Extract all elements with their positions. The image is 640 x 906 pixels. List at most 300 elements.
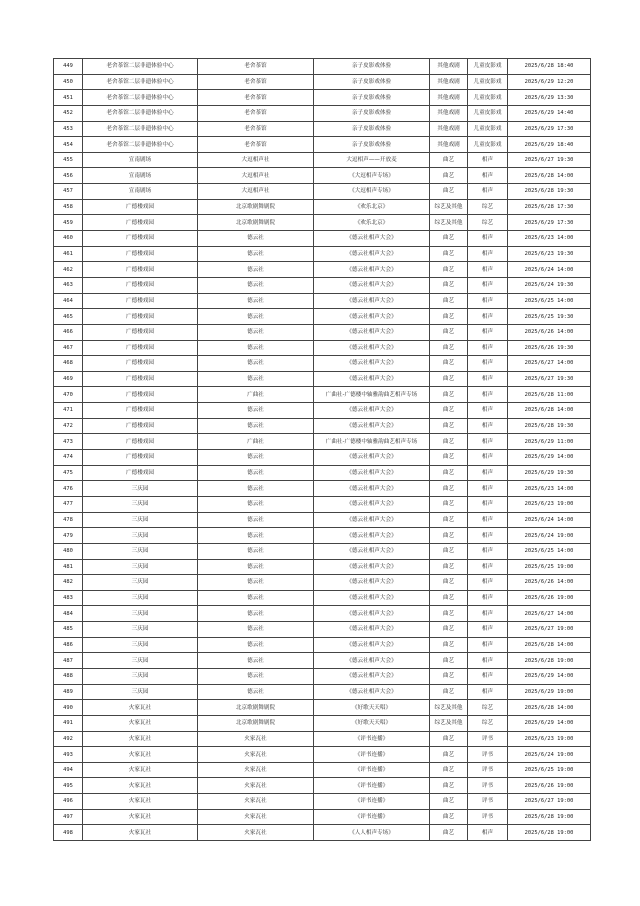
- program-cell: 广曲社-广德楼中轴雅韵曲艺相声专场: [314, 387, 430, 403]
- venue-cell: 三庆园: [83, 481, 198, 497]
- datetime-cell: 2025/6/29 14:40: [508, 105, 591, 121]
- program-cell: 大逗相声——开放麦: [314, 152, 430, 168]
- datetime-cell: 2025/6/29 18:40: [508, 137, 591, 153]
- troupe-cell: 老舍茶馆: [198, 105, 314, 121]
- table-row: [54, 277, 591, 293]
- venue-cell: 广德楼戏园: [83, 340, 198, 356]
- table-row: [54, 778, 591, 794]
- venue-cell: 宣南剧场: [83, 184, 198, 200]
- program-cell: 《德云社相声大会》: [314, 590, 430, 606]
- table-row: [54, 199, 591, 215]
- program-cell: 《德云社相声大会》: [314, 231, 430, 247]
- category-cell: 其他戏剧: [430, 105, 468, 121]
- genre-cell: 相声: [468, 340, 508, 356]
- program-cell: 《大逗相声专场》: [314, 184, 430, 200]
- datetime-cell: 2025/6/29 11:00: [508, 434, 591, 450]
- row-number: 471: [54, 403, 83, 419]
- category-cell: 其他戏剧: [430, 121, 468, 137]
- datetime-cell: 2025/6/24 14:00: [508, 262, 591, 278]
- program-cell: 亲子皮影戏体验: [314, 121, 430, 137]
- venue-cell: 广德楼戏园: [83, 324, 198, 340]
- category-cell: 曲艺: [430, 762, 468, 778]
- row-number: 492: [54, 731, 83, 747]
- venue-cell: 三庆园: [83, 622, 198, 638]
- troupe-cell: 德云社: [198, 418, 314, 434]
- genre-cell: 综艺: [468, 215, 508, 231]
- datetime-cell: 2025/6/23 14:00: [508, 231, 591, 247]
- table-row: [54, 450, 591, 466]
- row-number: 459: [54, 215, 83, 231]
- troupe-cell: 德云社: [198, 371, 314, 387]
- category-cell: 曲艺: [430, 575, 468, 591]
- venue-cell: 广德楼戏园: [83, 450, 198, 466]
- row-number: 497: [54, 809, 83, 825]
- row-number: 474: [54, 450, 83, 466]
- row-number: 485: [54, 622, 83, 638]
- category-cell: 综艺及其他: [430, 215, 468, 231]
- table-row: [54, 74, 591, 90]
- genre-cell: 综艺: [468, 715, 508, 731]
- row-number: 490: [54, 700, 83, 716]
- genre-cell: 相声: [468, 262, 508, 278]
- category-cell: 曲艺: [430, 403, 468, 419]
- table-body: [54, 59, 591, 841]
- row-number: 455: [54, 152, 83, 168]
- row-number: 473: [54, 434, 83, 450]
- category-cell: 综艺及其他: [430, 199, 468, 215]
- row-number: 486: [54, 637, 83, 653]
- datetime-cell: 2025/6/26 14:00: [508, 575, 591, 591]
- table-row: [54, 559, 591, 575]
- venue-cell: 老舍茶馆二层非遗体验中心: [83, 137, 198, 153]
- category-cell: 曲艺: [430, 387, 468, 403]
- category-cell: 曲艺: [430, 356, 468, 372]
- program-cell: 《德云社相声大会》: [314, 371, 430, 387]
- program-cell: 亲子皮影戏体验: [314, 59, 430, 75]
- row-number: 464: [54, 293, 83, 309]
- program-cell: 《评书连播》: [314, 778, 430, 794]
- program-cell: 《德云社相声大会》: [314, 668, 430, 684]
- troupe-cell: 德云社: [198, 575, 314, 591]
- row-number: 496: [54, 794, 83, 810]
- category-cell: 曲艺: [430, 324, 468, 340]
- program-cell: 亲子皮影戏体验: [314, 105, 430, 121]
- genre-cell: 相声: [468, 168, 508, 184]
- genre-cell: 相声: [468, 512, 508, 528]
- row-number: 476: [54, 481, 83, 497]
- row-number: 470: [54, 387, 83, 403]
- table-row: [54, 762, 591, 778]
- datetime-cell: 2025/6/25 19:00: [508, 559, 591, 575]
- row-number: 450: [54, 74, 83, 90]
- troupe-cell: 德云社: [198, 324, 314, 340]
- troupe-cell: 德云社: [198, 309, 314, 325]
- category-cell: 曲艺: [430, 246, 468, 262]
- category-cell: 曲艺: [430, 293, 468, 309]
- program-cell: 《德云社相声大会》: [314, 450, 430, 466]
- troupe-cell: 老舍茶馆: [198, 121, 314, 137]
- venue-cell: 广德楼戏园: [83, 262, 198, 278]
- row-number: 482: [54, 575, 83, 591]
- troupe-cell: 老舍茶馆: [198, 59, 314, 75]
- troupe-cell: 德云社: [198, 340, 314, 356]
- datetime-cell: 2025/6/27 19:30: [508, 371, 591, 387]
- category-cell: 曲艺: [430, 653, 468, 669]
- row-number: 483: [54, 590, 83, 606]
- venue-cell: 三庆园: [83, 606, 198, 622]
- program-cell: 《德云社相声大会》: [314, 496, 430, 512]
- table-row: [54, 324, 591, 340]
- genre-cell: 相声: [468, 356, 508, 372]
- venue-cell: 老舍茶馆二层非遗体验中心: [83, 90, 198, 106]
- program-cell: 《德云社相声大会》: [314, 684, 430, 700]
- table-row: [54, 684, 591, 700]
- venue-cell: 三庆园: [83, 653, 198, 669]
- troupe-cell: 德云社: [198, 277, 314, 293]
- row-number: 453: [54, 121, 83, 137]
- category-cell: 曲艺: [430, 684, 468, 700]
- program-cell: 《人人相声专场》: [314, 825, 430, 841]
- table-row: [54, 590, 591, 606]
- troupe-cell: 德云社: [198, 653, 314, 669]
- venue-cell: 老舍茶馆二层非遗体验中心: [83, 59, 198, 75]
- venue-cell: 火家瓦社: [83, 778, 198, 794]
- table-row: [54, 575, 591, 591]
- venue-cell: 火家瓦社: [83, 794, 198, 810]
- genre-cell: 相声: [468, 152, 508, 168]
- table-row: [54, 825, 591, 841]
- category-cell: 曲艺: [430, 371, 468, 387]
- genre-cell: 相声: [468, 403, 508, 419]
- genre-cell: 相声: [468, 668, 508, 684]
- troupe-cell: 德云社: [198, 481, 314, 497]
- table-row: [54, 465, 591, 481]
- datetime-cell: 2025/6/28 19:00: [508, 825, 591, 841]
- venue-cell: 三庆园: [83, 543, 198, 559]
- program-cell: 《德云社相声大会》: [314, 246, 430, 262]
- genre-cell: 相声: [468, 653, 508, 669]
- venue-cell: 广德楼戏园: [83, 199, 198, 215]
- genre-cell: 相声: [468, 684, 508, 700]
- row-number: 458: [54, 199, 83, 215]
- category-cell: 曲艺: [430, 559, 468, 575]
- table-row: [54, 700, 591, 716]
- venue-cell: 老舍茶馆二层非遗体验中心: [83, 121, 198, 137]
- datetime-cell: 2025/6/29 12:20: [508, 74, 591, 90]
- genre-cell: 相声: [468, 622, 508, 638]
- troupe-cell: 德云社: [198, 246, 314, 262]
- category-cell: 曲艺: [430, 528, 468, 544]
- datetime-cell: 2025/6/24 14:00: [508, 512, 591, 528]
- venue-cell: 广德楼戏园: [83, 418, 198, 434]
- troupe-cell: 老舍茶馆: [198, 90, 314, 106]
- venue-cell: 广德楼戏园: [83, 246, 198, 262]
- table-row: [54, 293, 591, 309]
- genre-cell: 评书: [468, 778, 508, 794]
- datetime-cell: 2025/6/25 14:00: [508, 293, 591, 309]
- troupe-cell: 德云社: [198, 356, 314, 372]
- program-cell: 《德云社相声大会》: [314, 512, 430, 528]
- row-number: 460: [54, 231, 83, 247]
- troupe-cell: 火家瓦社: [198, 762, 314, 778]
- row-number: 493: [54, 747, 83, 763]
- datetime-cell: 2025/6/24 19:30: [508, 277, 591, 293]
- venue-cell: 广德楼戏园: [83, 434, 198, 450]
- troupe-cell: 德云社: [198, 512, 314, 528]
- row-number: 481: [54, 559, 83, 575]
- table-row: [54, 152, 591, 168]
- program-cell: 《德云社相声大会》: [314, 575, 430, 591]
- table-row: [54, 105, 591, 121]
- genre-cell: 相声: [468, 231, 508, 247]
- troupe-cell: 德云社: [198, 590, 314, 606]
- troupe-cell: 火家瓦社: [198, 731, 314, 747]
- table-row: [54, 246, 591, 262]
- troupe-cell: 德云社: [198, 684, 314, 700]
- row-number: 489: [54, 684, 83, 700]
- program-cell: 《德云社相声大会》: [314, 340, 430, 356]
- program-cell: 《评书连播》: [314, 747, 430, 763]
- category-cell: 曲艺: [430, 778, 468, 794]
- troupe-cell: 德云社: [198, 496, 314, 512]
- category-cell: 综艺及其他: [430, 715, 468, 731]
- row-number: 479: [54, 528, 83, 544]
- genre-cell: 相声: [468, 496, 508, 512]
- venue-cell: 广德楼戏园: [83, 309, 198, 325]
- row-number: 487: [54, 653, 83, 669]
- program-cell: 《德云社相声大会》: [314, 356, 430, 372]
- genre-cell: 儿童皮影戏: [468, 74, 508, 90]
- datetime-cell: 2025/6/29 19:00: [508, 684, 591, 700]
- venue-cell: 火家瓦社: [83, 747, 198, 763]
- troupe-cell: 德云社: [198, 403, 314, 419]
- troupe-cell: 北京歌剧舞剧院: [198, 199, 314, 215]
- genre-cell: 儿童皮影戏: [468, 59, 508, 75]
- datetime-cell: 2025/6/27 19:00: [508, 622, 591, 638]
- category-cell: 曲艺: [430, 465, 468, 481]
- venue-cell: 三庆园: [83, 684, 198, 700]
- row-number: 467: [54, 340, 83, 356]
- table-row: [54, 356, 591, 372]
- category-cell: 曲艺: [430, 418, 468, 434]
- troupe-cell: 德云社: [198, 262, 314, 278]
- troupe-cell: 德云社: [198, 231, 314, 247]
- genre-cell: 评书: [468, 794, 508, 810]
- program-cell: 亲子皮影戏体验: [314, 74, 430, 90]
- genre-cell: 儿童皮影戏: [468, 121, 508, 137]
- performance-schedule-table: [53, 58, 591, 841]
- genre-cell: 相声: [468, 559, 508, 575]
- datetime-cell: 2025/6/28 19:30: [508, 418, 591, 434]
- troupe-cell: 德云社: [198, 465, 314, 481]
- category-cell: 曲艺: [430, 184, 468, 200]
- genre-cell: 相声: [468, 387, 508, 403]
- category-cell: 曲艺: [430, 481, 468, 497]
- table-row: [54, 387, 591, 403]
- table-row: [54, 668, 591, 684]
- row-number: 494: [54, 762, 83, 778]
- category-cell: 曲艺: [430, 794, 468, 810]
- program-cell: 《德云社相声大会》: [314, 653, 430, 669]
- venue-cell: 火家瓦社: [83, 762, 198, 778]
- venue-cell: 广德楼戏园: [83, 403, 198, 419]
- datetime-cell: 2025/6/28 17:30: [508, 199, 591, 215]
- row-number: 495: [54, 778, 83, 794]
- troupe-cell: 德云社: [198, 559, 314, 575]
- category-cell: 其他戏剧: [430, 74, 468, 90]
- program-cell: 《评书连播》: [314, 731, 430, 747]
- datetime-cell: 2025/6/28 14:00: [508, 403, 591, 419]
- datetime-cell: 2025/6/28 14:00: [508, 700, 591, 716]
- venue-cell: 三庆园: [83, 559, 198, 575]
- datetime-cell: 2025/6/27 19:30: [508, 152, 591, 168]
- venue-cell: 三庆园: [83, 512, 198, 528]
- genre-cell: 评书: [468, 747, 508, 763]
- venue-cell: 宣南剧场: [83, 152, 198, 168]
- row-number: 475: [54, 465, 83, 481]
- program-cell: 《德云社相声大会》: [314, 606, 430, 622]
- troupe-cell: 老舍茶馆: [198, 137, 314, 153]
- datetime-cell: 2025/6/25 14:00: [508, 543, 591, 559]
- genre-cell: 相声: [468, 246, 508, 262]
- program-cell: 《评书连播》: [314, 809, 430, 825]
- datetime-cell: 2025/6/29 14:00: [508, 715, 591, 731]
- venue-cell: 三庆园: [83, 668, 198, 684]
- troupe-cell: 大逗相声社: [198, 168, 314, 184]
- troupe-cell: 北京歌剧舞剧院: [198, 700, 314, 716]
- category-cell: 曲艺: [430, 434, 468, 450]
- table-row: [54, 809, 591, 825]
- genre-cell: 相声: [468, 293, 508, 309]
- datetime-cell: 2025/6/24 19:00: [508, 528, 591, 544]
- datetime-cell: 2025/6/26 19:30: [508, 340, 591, 356]
- category-cell: 曲艺: [430, 262, 468, 278]
- category-cell: 曲艺: [430, 152, 468, 168]
- genre-cell: 儿童皮影戏: [468, 90, 508, 106]
- program-cell: 《德云社相声大会》: [314, 262, 430, 278]
- row-number: 478: [54, 512, 83, 528]
- datetime-cell: 2025/6/23 19:30: [508, 246, 591, 262]
- table-row: [54, 90, 591, 106]
- datetime-cell: 2025/6/26 19:00: [508, 590, 591, 606]
- venue-cell: 三庆园: [83, 575, 198, 591]
- datetime-cell: 2025/6/26 19:00: [508, 778, 591, 794]
- program-cell: 广曲社-广德楼中轴雅韵曲艺相声专场: [314, 434, 430, 450]
- category-cell: 曲艺: [430, 622, 468, 638]
- venue-cell: 火家瓦社: [83, 700, 198, 716]
- table-row: [54, 403, 591, 419]
- row-number: 454: [54, 137, 83, 153]
- troupe-cell: 北京歌剧舞剧院: [198, 715, 314, 731]
- genre-cell: 相声: [468, 543, 508, 559]
- datetime-cell: 2025/6/26 14:00: [508, 324, 591, 340]
- venue-cell: 广德楼戏园: [83, 465, 198, 481]
- row-number: 480: [54, 543, 83, 559]
- table-row: [54, 747, 591, 763]
- datetime-cell: 2025/6/23 19:00: [508, 731, 591, 747]
- troupe-cell: 德云社: [198, 622, 314, 638]
- datetime-cell: 2025/6/27 14:00: [508, 356, 591, 372]
- table-row: [54, 168, 591, 184]
- category-cell: 曲艺: [430, 309, 468, 325]
- troupe-cell: 大逗相声社: [198, 152, 314, 168]
- venue-cell: 三庆园: [83, 528, 198, 544]
- genre-cell: 儿童皮影戏: [468, 105, 508, 121]
- venue-cell: 广德楼戏园: [83, 231, 198, 247]
- program-cell: 《德云社相声大会》: [314, 403, 430, 419]
- genre-cell: 相声: [468, 434, 508, 450]
- category-cell: 综艺及其他: [430, 700, 468, 716]
- datetime-cell: 2025/6/29 14:00: [508, 668, 591, 684]
- row-number: 477: [54, 496, 83, 512]
- venue-cell: 广德楼戏园: [83, 293, 198, 309]
- program-cell: 《德云社相声大会》: [314, 324, 430, 340]
- category-cell: 其他戏剧: [430, 59, 468, 75]
- genre-cell: 相声: [468, 637, 508, 653]
- troupe-cell: 德云社: [198, 606, 314, 622]
- table-row: [54, 794, 591, 810]
- program-cell: 《德云社相声大会》: [314, 481, 430, 497]
- venue-cell: 三庆园: [83, 496, 198, 512]
- genre-cell: 相声: [468, 481, 508, 497]
- venue-cell: 老舍茶馆二层非遗体验中心: [83, 105, 198, 121]
- genre-cell: 相声: [468, 371, 508, 387]
- datetime-cell: 2025/6/28 14:00: [508, 637, 591, 653]
- category-cell: 曲艺: [430, 512, 468, 528]
- datetime-cell: 2025/6/27 19:00: [508, 794, 591, 810]
- row-number: 466: [54, 324, 83, 340]
- genre-cell: 评书: [468, 809, 508, 825]
- table-row: [54, 371, 591, 387]
- program-cell: 《大逗相声专场》: [314, 168, 430, 184]
- venue-cell: 老舍茶馆二层非遗体验中心: [83, 74, 198, 90]
- datetime-cell: 2025/6/28 19:00: [508, 653, 591, 669]
- table-row: [54, 121, 591, 137]
- table-row: [54, 309, 591, 325]
- table-row: [54, 481, 591, 497]
- venue-cell: 宣南剧场: [83, 168, 198, 184]
- category-cell: 曲艺: [430, 496, 468, 512]
- table-row: [54, 528, 591, 544]
- table-row: [54, 653, 591, 669]
- genre-cell: 相声: [468, 465, 508, 481]
- troupe-cell: 大逗相声社: [198, 184, 314, 200]
- troupe-cell: 火家瓦社: [198, 809, 314, 825]
- datetime-cell: 2025/6/28 19:30: [508, 184, 591, 200]
- genre-cell: 综艺: [468, 700, 508, 716]
- category-cell: 曲艺: [430, 637, 468, 653]
- category-cell: 曲艺: [430, 809, 468, 825]
- datetime-cell: 2025/6/29 19:30: [508, 465, 591, 481]
- datetime-cell: 2025/6/28 11:00: [508, 387, 591, 403]
- category-cell: 曲艺: [430, 450, 468, 466]
- datetime-cell: 2025/6/24 19:00: [508, 747, 591, 763]
- category-cell: 曲艺: [430, 543, 468, 559]
- datetime-cell: 2025/6/29 14:00: [508, 450, 591, 466]
- program-cell: 《德云社相声大会》: [314, 293, 430, 309]
- row-number: 498: [54, 825, 83, 841]
- genre-cell: 相声: [468, 184, 508, 200]
- datetime-cell: 2025/6/25 19:00: [508, 762, 591, 778]
- datetime-cell: 2025/6/29 17:30: [508, 215, 591, 231]
- genre-cell: 相声: [468, 418, 508, 434]
- table-row: [54, 231, 591, 247]
- category-cell: 曲艺: [430, 825, 468, 841]
- table-row: [54, 715, 591, 731]
- program-cell: 《德云社相声大会》: [314, 309, 430, 325]
- genre-cell: 相声: [468, 324, 508, 340]
- venue-cell: 火家瓦社: [83, 715, 198, 731]
